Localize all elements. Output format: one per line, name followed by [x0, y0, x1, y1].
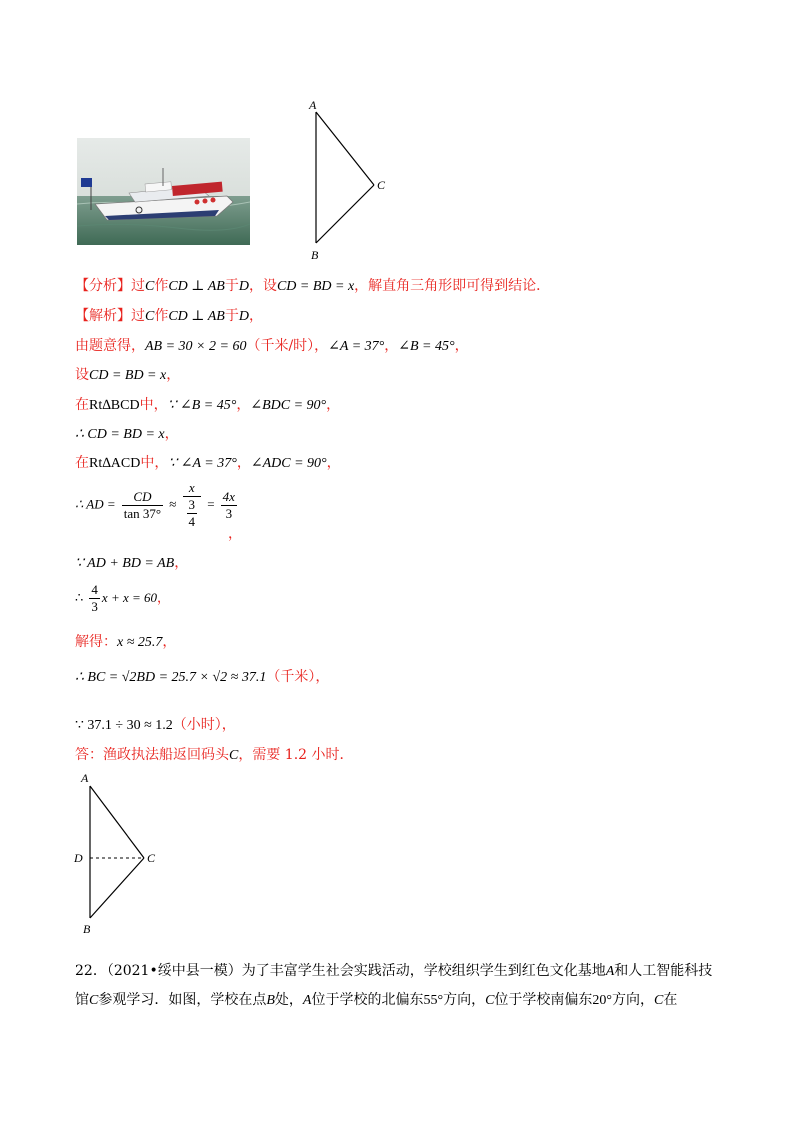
math: ∠ADC = 90° [250, 456, 327, 471]
text: 作 [154, 308, 169, 324]
point-d: D [238, 309, 249, 324]
math: ∵ ∠B = 45° [167, 398, 237, 413]
text: ， [236, 397, 251, 413]
math: Rt∆BCD [89, 398, 140, 413]
numerator: 3 [188, 497, 196, 512]
point-c: C [229, 748, 239, 763]
unit: （千米/时） [246, 338, 315, 354]
math: ∴ CD = BD = x [75, 427, 165, 442]
solution-line-12 [75, 715, 236, 736]
numerator: 4x [222, 488, 235, 504]
solution-line-7 [75, 480, 239, 530]
math: ∵ 37.1 ÷ 30 ≈ 1.2 [75, 718, 173, 733]
text: 答：渔政执法船返回码头 [75, 747, 229, 763]
text: 过 [131, 308, 145, 324]
point-b: B [266, 993, 275, 1008]
unit: （小时） [172, 717, 222, 733]
text: 22．（2021•绥中县一模）为了丰富学生社会实践活动，学校组织学生到红色文化基地 [75, 963, 606, 979]
math: ≈ [169, 496, 177, 512]
math-cd-perp-ab: CD ⊥ AB [168, 279, 225, 294]
label-b: B [83, 922, 91, 936]
text: ， [162, 634, 177, 650]
point-c: C [145, 279, 155, 294]
text: 在 [75, 455, 89, 471]
solution-line-4 [75, 395, 340, 416]
text: ， [164, 426, 179, 442]
text: 在 [75, 397, 89, 413]
segment-bc [316, 185, 374, 243]
text: ， [166, 367, 181, 383]
math: = [207, 496, 215, 512]
question-22-line-2 [75, 989, 677, 1012]
point-a: A [302, 993, 312, 1008]
text: 在 [663, 992, 678, 1008]
angle: 20° [592, 993, 613, 1008]
solution-line-5 [75, 424, 179, 445]
analysis-line [75, 276, 550, 297]
text: 处， [274, 992, 303, 1008]
unit: （千米） [266, 669, 316, 685]
math: CD = BD = x [89, 368, 167, 383]
text: ， [314, 338, 329, 354]
solution-line-7-end: ， [228, 526, 242, 542]
solution-line-10 [75, 632, 176, 653]
math: x ≈ 25.7 [117, 635, 163, 650]
text: ， [326, 455, 341, 471]
text: ， [221, 717, 236, 733]
text: 位于学校南偏东 [494, 992, 593, 1008]
denominator: 3 [225, 505, 233, 521]
text: ， [315, 669, 330, 685]
label-d: D [74, 851, 83, 865]
math: ∠BDC = 90° [250, 398, 327, 413]
segment-ac [90, 786, 144, 858]
text: ，需要 1.2 小时． [238, 747, 354, 763]
denominator: 4 [188, 514, 196, 529]
fraction-4-3 [89, 582, 100, 615]
solution-line-11 [75, 667, 329, 688]
label-c: C [377, 178, 386, 192]
math: ∵ ∠A = 37° [168, 456, 237, 471]
solution-line-8 [75, 553, 188, 574]
text: 由题意得， [75, 338, 145, 354]
text: 于 [224, 278, 239, 294]
denominator: 3 [91, 599, 98, 614]
text: 解得： [75, 634, 117, 650]
text: 馆 [75, 992, 89, 1008]
numerator: CD [122, 489, 163, 506]
point-a: A [605, 964, 615, 979]
answer-line [75, 745, 354, 766]
text: 位于学校的北偏东 [311, 992, 424, 1008]
solution-line-9 [75, 582, 170, 615]
text: 和人工智能科技 [614, 963, 713, 979]
math: Rt∆ACD [89, 456, 141, 471]
point-c: C [654, 993, 664, 1008]
text: 过 [131, 278, 145, 294]
solution-line-3 [75, 365, 180, 386]
text: 方向， [612, 992, 655, 1008]
text: ， [384, 338, 399, 354]
point-c: C [89, 993, 99, 1008]
math: ∴ AD = [75, 496, 116, 512]
segment-bc [90, 858, 144, 918]
text: 方向， [443, 992, 486, 1008]
point-d: D [238, 279, 249, 294]
text: 中， [140, 455, 169, 471]
text: 设 [75, 367, 89, 383]
fraction-cd-tan [122, 489, 163, 522]
math: AB = 30 × 2 = 60 [145, 339, 247, 354]
label-c: C [147, 851, 156, 865]
text: 作 [154, 278, 169, 294]
solution-line-2 [75, 336, 469, 357]
text: ， [248, 308, 263, 324]
text: ， [157, 591, 171, 606]
math: ∠B = 45° [398, 339, 455, 354]
segment-ac [316, 112, 374, 185]
text: ， [326, 397, 341, 413]
triangle-figure-bottom [68, 768, 168, 938]
fraction-4x-3 [221, 489, 237, 522]
solution-tag: 【解析】 [75, 308, 131, 324]
solution-line-1 [75, 306, 263, 327]
triangle-figure-top [300, 95, 390, 265]
denominator: tan 37° [123, 505, 162, 521]
math-cd-eq-bd: CD = BD = x [276, 279, 355, 294]
analysis-tag: 【分析】 [75, 278, 131, 294]
text: ，设 [248, 278, 277, 294]
inner-fraction [187, 497, 198, 530]
text: ， [236, 455, 251, 471]
label-a: A [81, 771, 89, 785]
text: ， [454, 338, 469, 354]
text: ， [174, 555, 189, 571]
math: ∴ [75, 590, 84, 605]
angle: 55° [423, 993, 444, 1008]
text: ，解直角三角形即可得到结论． [354, 278, 551, 294]
text: 中， [139, 397, 168, 413]
patrol-boat-photo [77, 138, 250, 245]
question-22-line-1 [75, 960, 712, 983]
math: CD ⊥ AB [168, 309, 225, 324]
math: ∠A = 37° [328, 339, 385, 354]
math: ∴ BC = √2BD = 25.7 × √2 ≈ 37.1 [75, 670, 267, 685]
denominator [183, 497, 202, 530]
point-c: C [145, 309, 155, 324]
math: ∵ AD + BD = AB [75, 556, 175, 571]
label-a: A [309, 98, 317, 112]
math: x + x = 60 [101, 590, 158, 605]
text: 参观学习．如图，学校在点 [98, 992, 267, 1008]
solution-line-6 [75, 453, 341, 474]
numerator: x [183, 480, 202, 497]
point-c: C [485, 993, 495, 1008]
label-b: B [311, 248, 319, 262]
numerator: 4 [91, 582, 98, 597]
text: 于 [224, 308, 239, 324]
fraction-x-over-3-4 [183, 480, 202, 530]
